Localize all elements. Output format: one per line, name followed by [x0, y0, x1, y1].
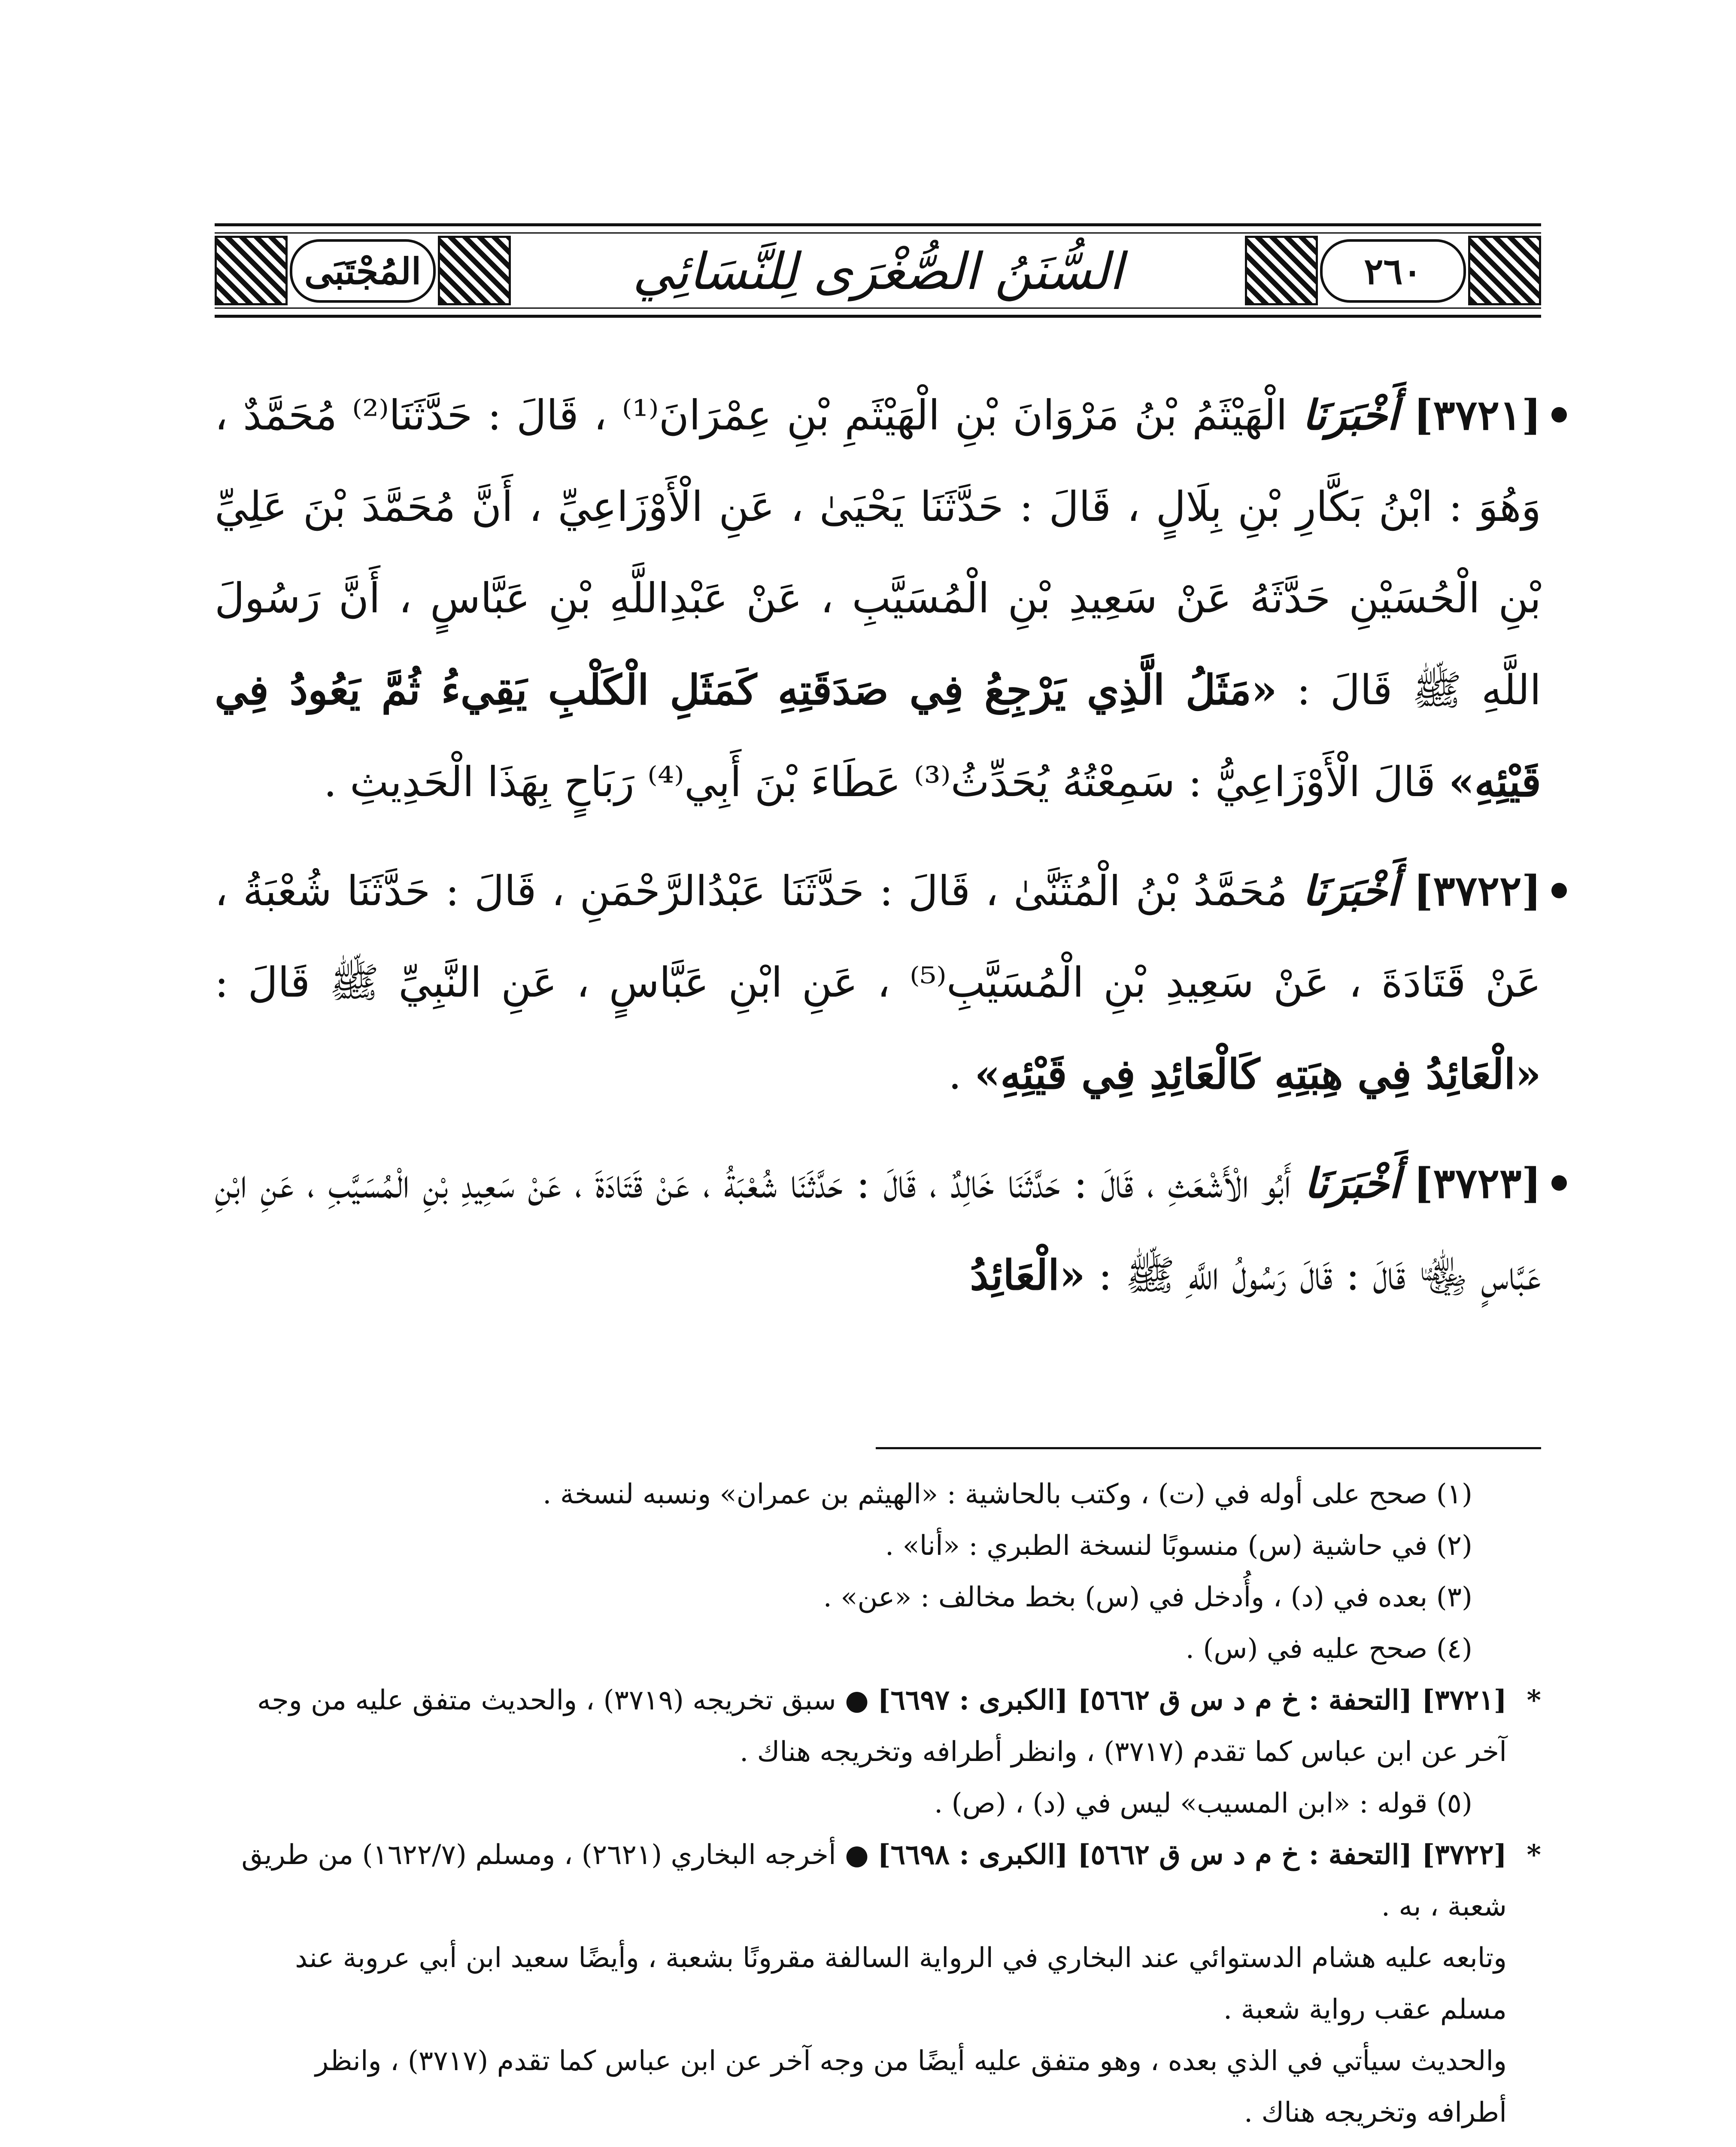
running-title: السُّنَنُ الصُّغْرَى لِلنَّسَائِي — [632, 242, 1123, 301]
takhrij-text: ● أخرجه البخاري (٢٦٢١) ، ومسلم (١٦٢٢/٧) من طريق شعبة ، به . — [241, 1839, 1507, 1922]
hadith-lead: أَخْبَرَنَا — [1302, 867, 1399, 915]
hadith-number: [٣٧٢١] — [1413, 391, 1542, 439]
bullet-icon — [1551, 407, 1567, 423]
takhrij-paragraph: والحديث سيأتي في الذي بعده ، وهو متفق عليه أيضًا من وجه آخر عن ابن عباس كما تقدم (٣٧١٧) ، وانظر أطرافه وتخريجه هناك . — [315, 2045, 1507, 2129]
hadith-tail: . — [948, 1050, 962, 1098]
hadith-isnad: أَبُو الْأَشْعَثِ ، قَالَ : حَدَّثَنَا خَالِدٌ ، قَالَ : حَدَّثَنَا شُعْبَةُ ، عَنْ قَتَادَةَ ، عَنْ سَعِيدِ بْنِ الْمُسَيَّبِ ، عَنِ ابْنِ عَبَّاسٍ ﵄ قَالَ : قَالَ رَسُولُ اللَّهِ ﷺ : — [215, 1159, 1541, 1299]
footnote: (١) صحح على أوله في (ت) ، وكتب بالحاشية : «الهيثم بن عمران» ونسبه لنسخة . — [543, 1478, 1472, 1510]
main-text — [215, 369, 1541, 1338]
asterisk-icon: * — [1527, 1684, 1541, 1716]
footnote: (٥) قوله : «ابن المسيب» ليس في (د) ، (ص) . — [934, 1788, 1472, 1819]
hadith-lead: أَخْبَرَنَا — [1304, 1159, 1401, 1207]
ornament-icon — [215, 236, 288, 305]
takhrij-ref: [٣٧٢١] [التحفة : خ م د س ق ٥٦٦٢] [الكبرى : ٦٦٩٧] — [877, 1684, 1507, 1716]
header-rule-top — [215, 232, 1541, 234]
hadith-matn: «مَثَلُ الَّذِي يَرْجِعُ فِي صَدَقَتِهِ كَمَثَلِ الْكَلْبِ يَقِيءُ ثُمَّ يَعُودُ فِي قَيْئِهِ» — [215, 666, 1541, 806]
hadith-lead: أَخْبَرَنَا — [1302, 391, 1399, 439]
hadith-3721 — [215, 369, 1541, 828]
ornament-icon — [1468, 236, 1541, 305]
hadith-number: [٣٧٢٣] — [1413, 1159, 1542, 1207]
hadith-number: [٣٧٢٢] — [1413, 867, 1541, 915]
footnote: (٣) بعده في (د) ، وأُدخل في (س) بخط مخالف : «عن» . — [823, 1581, 1472, 1613]
takhrij-3722 — [240, 1829, 1541, 1932]
bullet-icon — [1551, 1175, 1567, 1191]
hadith-3722 — [215, 845, 1541, 1120]
hadith-matn: «الْعَائِدُ فِي هِبَتِهِ كَالْعَائِدِ فِي قَيْئِهِ» — [974, 1050, 1541, 1098]
hadith-matn: «الْعَائِدُ — [970, 1251, 1085, 1299]
footnote: (٤) صحح عليه في (س) . — [1185, 1633, 1472, 1665]
page-header — [215, 223, 1541, 318]
hadith-isnad: الْهَيْثَمُ بْنُ مَرْوَانَ بْنِ الْهَيْثَمِ بْنِ عِمْرَانَ⁽¹⁾ ، قَالَ : حَدَّثَنَا⁽²⁾ مُحَمَّدٌ ، وَهُوَ : ابْنُ بَكَّارِ بْنِ بِلَالٍ ، قَالَ : حَدَّثَنَا يَحْيَىٰ ، عَنِ الْأَوْزَاعِيِّ ، أَنَّ مُحَمَّدَ بْنَ عَلِيِّ بْنِ الْحُسَيْنِ حَدَّثَهُ عَنْ سَعِيدِ بْنِ الْمُسَيَّبِ ، عَنْ عَبْدِاللَّهِ بْنِ عَبَّاسٍ ، أَنَّ رَسُولَ اللَّهِ ﷺ قَالَ : — [215, 391, 1542, 714]
hadith-3723 — [215, 1137, 1541, 1321]
footnote-divider — [876, 1447, 1541, 1449]
takhrij-paragraph: وتابعه عليه هشام الدستوائي عند البخاري في الرواية السالفة مقرونًا بشعبة ، وأيضًا سعيد ابن أبي عروبة عند مسلم عقب رواية شعبة . — [295, 1942, 1507, 2025]
ornament-icon — [1245, 236, 1318, 305]
footnote: (٢) في حاشية (س) منسوبًا لنسخة الطبري : «أنا» . — [885, 1530, 1472, 1562]
book-label-cartouche — [290, 239, 436, 303]
bullet-icon — [1551, 883, 1567, 898]
ornament-icon — [438, 236, 511, 305]
page-number: ٢٦٠ — [1364, 249, 1422, 292]
takhrij-3721 — [240, 1675, 1541, 1778]
hadith-tail: قَالَ الْأَوْزَاعِيُّ : سَمِعْتُهُ يُحَدِّثُ⁽³⁾ عَطَاءَ بْنَ أَبِي⁽⁴⁾ رَبَاحٍ بِهَذَا الْحَدِيثِ . — [324, 758, 1436, 806]
asterisk-icon: * — [1527, 1839, 1541, 1871]
hadith-isnad: مُحَمَّدُ بْنُ الْمُثَنَّىٰ ، قَالَ : حَدَّثَنَا عَبْدُالرَّحْمَنِ ، قَالَ : حَدَّثَنَا شُعْبَةُ ، عَنْ قَتَادَةَ ، عَنْ سَعِيدِ بْنِ الْمُسَيَّبِ⁽⁵⁾ ، عَنِ ابْنِ عَبَّاسٍ ، عَنِ النَّبِيِّ ﷺ قَالَ : — [215, 867, 1541, 1007]
book-label: المُجْتَبَى — [304, 249, 422, 292]
takhrij-text: ● سبق تخريجه (٣٧١٩) ، والحديث متفق عليه من وجه آخر عن ابن عباس كما تقدم (٣٧١٧) ، وانظر أطرافه وتخريجه هناك . — [257, 1685, 1507, 1768]
takhrij-ref: [٣٧٢٢] [التحفة : خ م د س ق ٥٦٦٢] [الكبرى : ٦٦٩٨] — [877, 1839, 1507, 1871]
page-number-cartouche — [1320, 239, 1466, 303]
footnotes — [240, 1469, 1541, 2138]
